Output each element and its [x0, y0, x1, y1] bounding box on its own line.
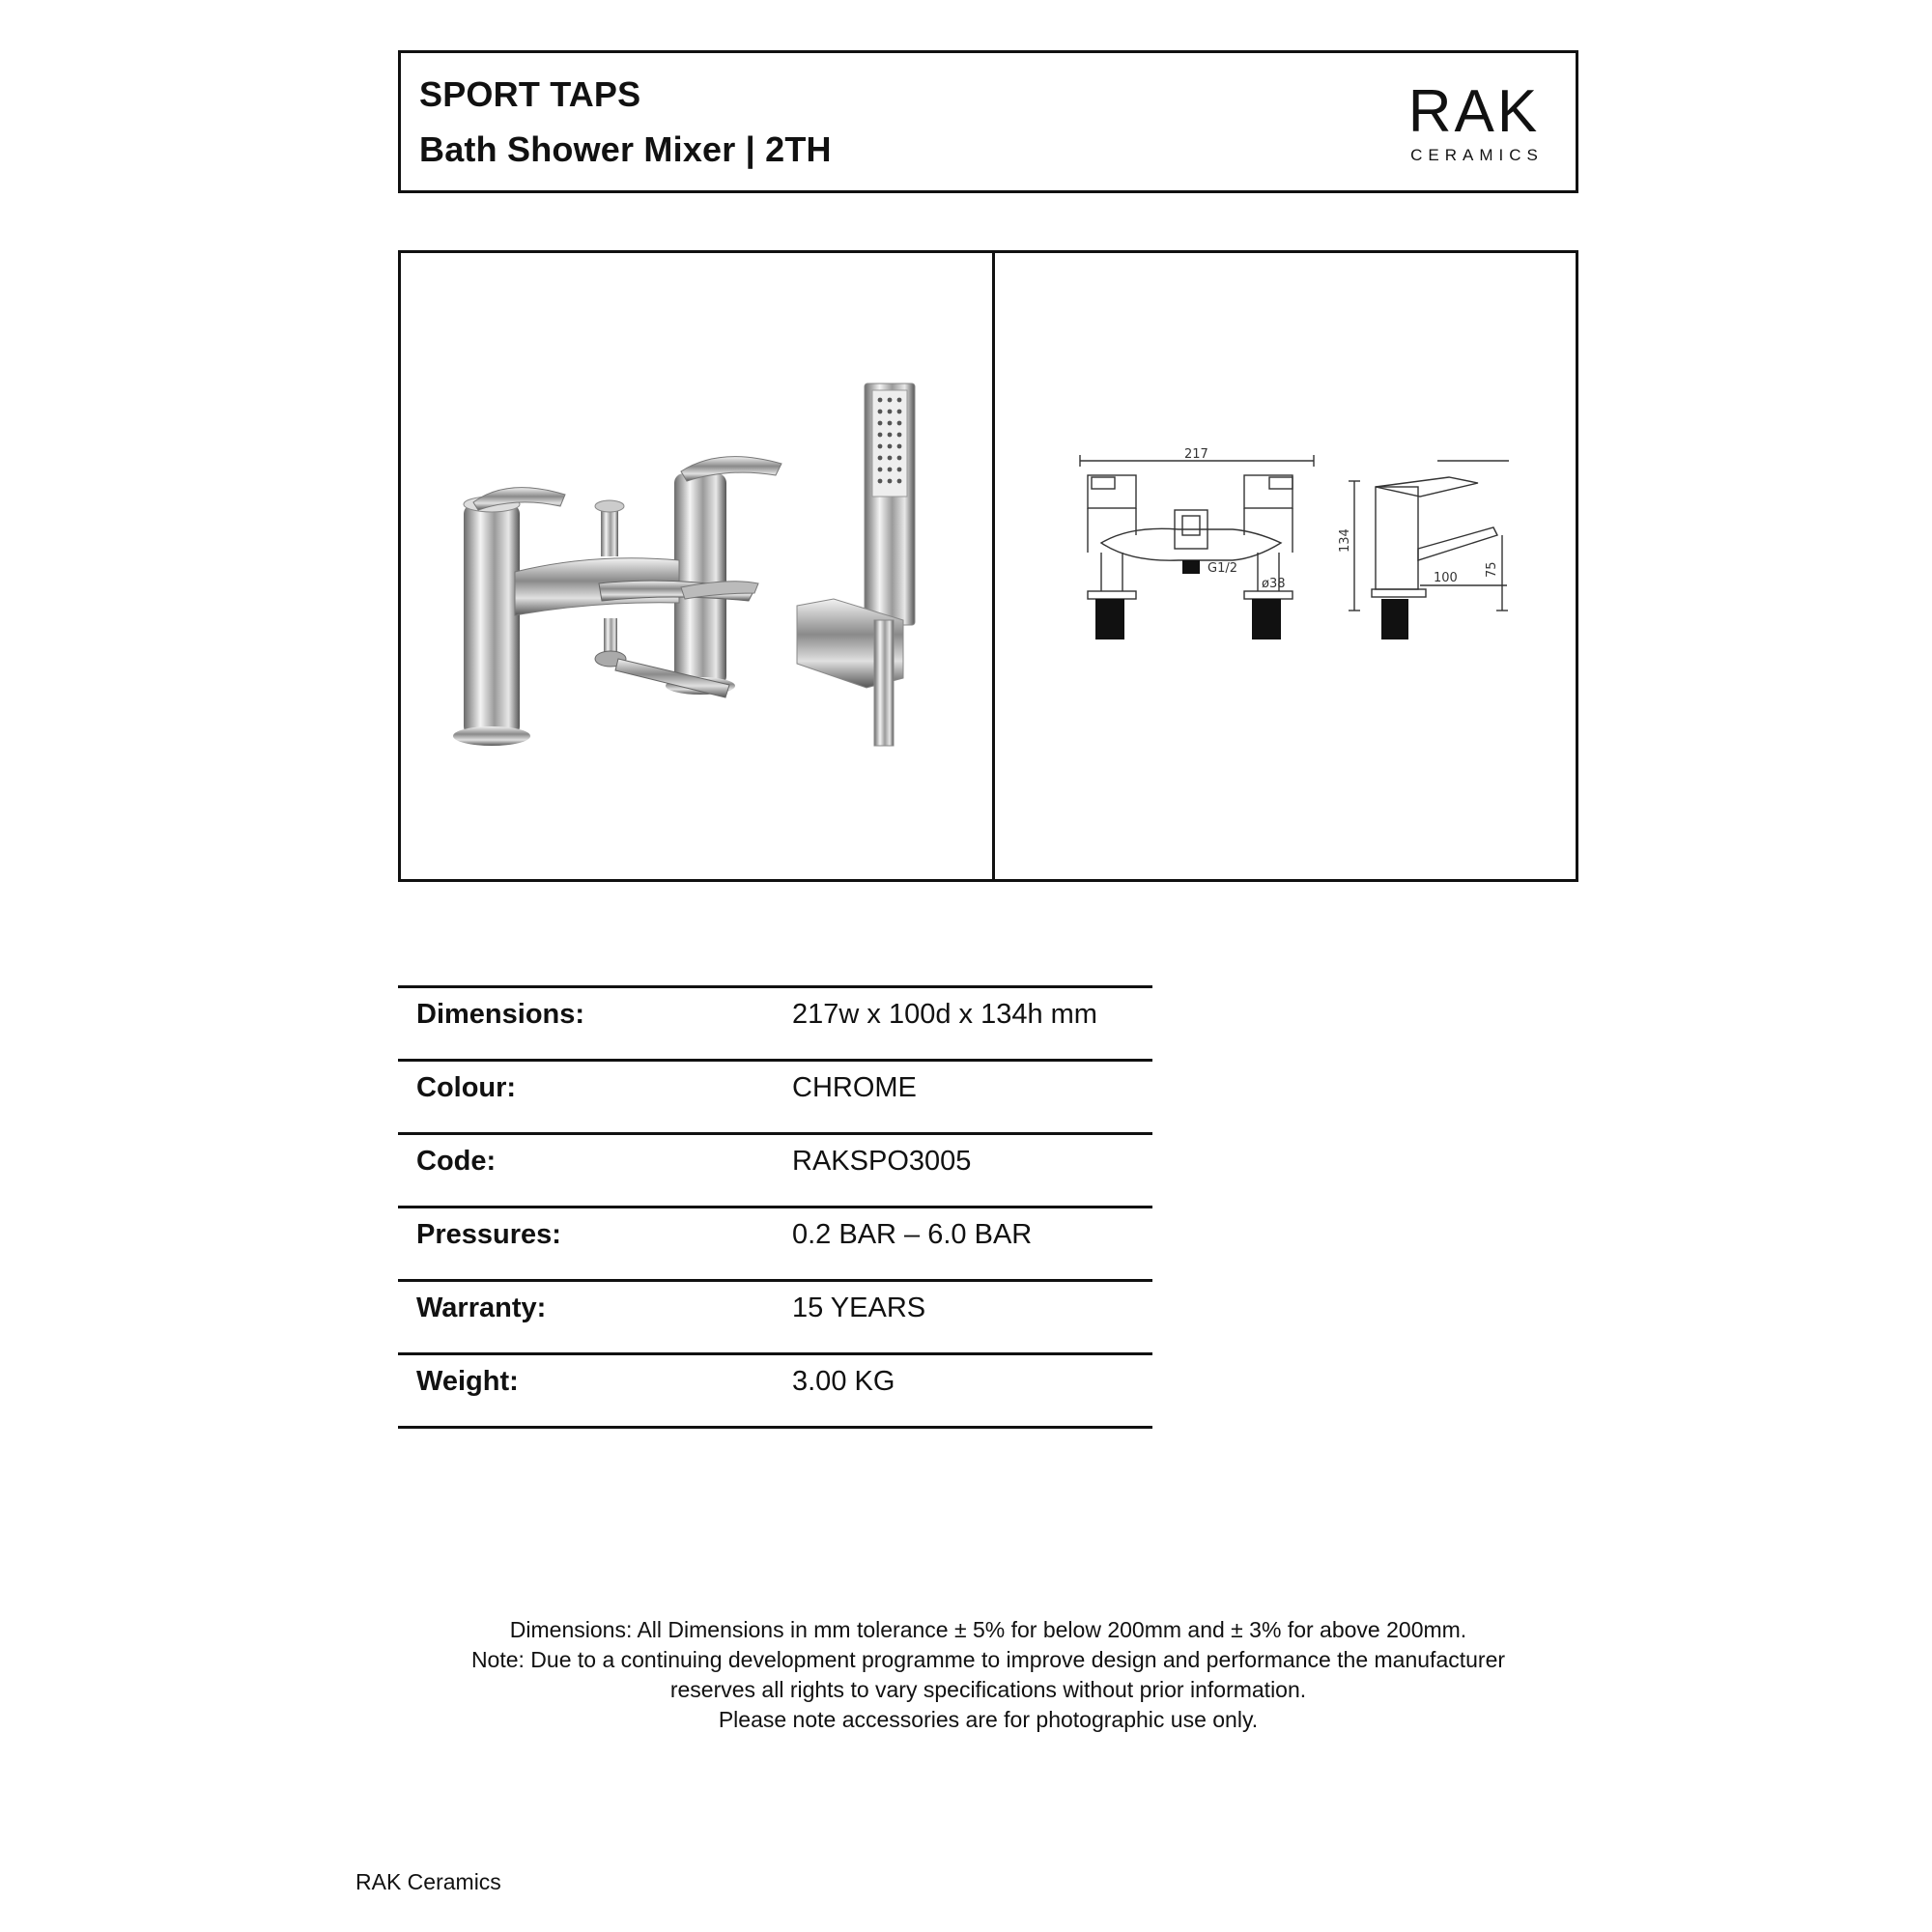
spec-label: Warranty:: [416, 1293, 547, 1323]
spec-value: 0.2 BAR – 6.0 BAR: [792, 1219, 1033, 1250]
spec-row-dimensions: [398, 985, 1152, 1059]
brand-title: SPORT TAPS: [419, 74, 641, 114]
dim-width-label: 217: [1184, 447, 1208, 462]
disclaimer-notes: [398, 1615, 1578, 1735]
dim-depth-label: 100: [1434, 571, 1458, 585]
spec-label: Weight:: [416, 1366, 519, 1397]
spec-value: RAKSPO3005: [792, 1146, 972, 1177]
note-line: Please note accessories are for photographic use only.: [718, 1707, 1259, 1732]
spec-label: Dimensions:: [416, 999, 585, 1030]
dim-spout-height-label: 75: [1485, 561, 1499, 578]
dim-height-label: 134: [1338, 528, 1352, 553]
product-title: Bath Shower Mixer | 2TH: [419, 129, 832, 169]
spec-label: Code:: [416, 1146, 497, 1177]
footer-brand: RAK Ceramics: [355, 1869, 501, 1894]
spec-row-warranty: [398, 1279, 1152, 1352]
product-images: [398, 250, 1578, 882]
dim-thread-label: G1/2: [1208, 561, 1237, 576]
spec-row-code: [398, 1132, 1152, 1206]
rak-ceramics-logo: [1397, 78, 1551, 165]
spec-value: 217w x 100d x 134h mm: [792, 999, 1097, 1030]
note-line: Dimensions: All Dimensions in mm tolerance ± 5% for below 200mm and ± 3% for above 200mm.: [509, 1617, 1467, 1642]
spec-label: Pressures:: [416, 1219, 561, 1250]
dim-diameter-label: ø38: [1262, 577, 1286, 591]
bath-mixer-photo: [401, 253, 995, 885]
spec-row-pressures: [398, 1206, 1152, 1279]
logo-main-text: RAK: [1407, 78, 1541, 145]
note-line: Note: Due to a continuing development programme to improve design and performance the manufacturer: [470, 1647, 1506, 1672]
spec-row-colour: [398, 1059, 1152, 1132]
header-box: [398, 50, 1578, 193]
spec-table: [398, 985, 1152, 1429]
technical-drawing: [995, 253, 1576, 879]
logo-sub-text: CERAMICS: [1410, 146, 1544, 164]
product-photo: [401, 253, 995, 879]
spec-value: 15 YEARS: [792, 1293, 926, 1323]
spec-value: CHROME: [792, 1072, 917, 1103]
spec-row-weight: [398, 1352, 1152, 1429]
dimension-drawing: [995, 253, 1578, 885]
spec-label: Colour:: [416, 1072, 517, 1103]
note-line: reserves all rights to vary specifications without prior information.: [669, 1677, 1307, 1702]
spec-value: 3.00 KG: [792, 1366, 895, 1397]
